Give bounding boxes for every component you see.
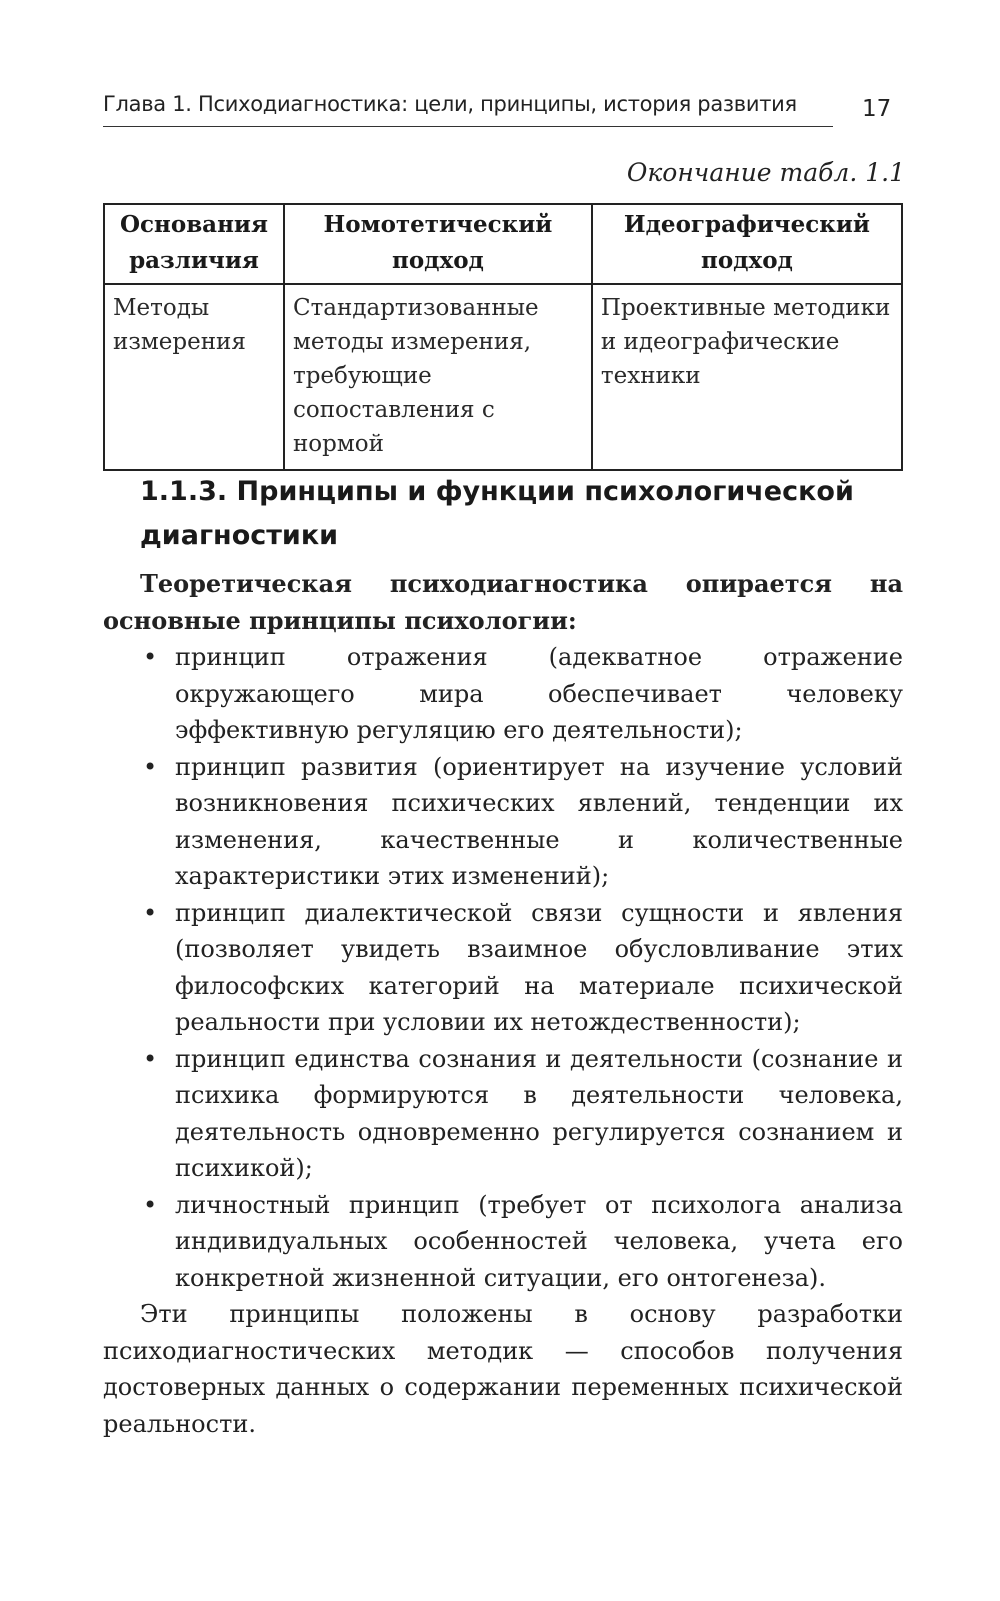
header-divider <box>103 126 833 127</box>
bullet-icon: • <box>143 898 158 927</box>
list-item <box>103 1041 903 1187</box>
bullet-icon: • <box>143 752 158 781</box>
list-item-text: принцип развития (ориентирует на изучение условий возникновения психических явлений, тенденции их изменения, качественные и количественные характеристики этих изменений); <box>175 752 903 890</box>
page-number: 17 <box>862 96 892 122</box>
closing-paragraph: Эти принципы положены в основу разработки психодиагностических методик — способов получения достоверных данных о содержании переменных психической реальности. <box>103 1300 903 1438</box>
table-cell-basis: Методы измерения <box>104 284 284 470</box>
intro-paragraph: Теоретическая психодиагностика опирается на основные принципы психологии: <box>103 569 903 635</box>
section-heading: 1.1.3. Принципы и функции психологической диагностики <box>140 476 854 551</box>
list-item-text: личностный принцип (требует от психолога анализа индивидуальных особенностей человека, учета его конкретной жизненной ситуации, его онтогенеза). <box>175 1190 903 1292</box>
running-header: Глава 1. Психодиагностика: цели, принципы, история развития <box>103 92 797 116</box>
list-item-text: принцип единства сознания и деятельности (сознание и психика формируются в деятельности человека, деятельность одновременно регулируется сознанием и психикой); <box>175 1044 903 1182</box>
list-item <box>103 749 903 895</box>
section-body <box>103 566 903 1442</box>
table-row <box>104 284 902 470</box>
table-header-row <box>104 204 902 284</box>
list-item <box>103 895 903 1041</box>
comparison-table <box>103 203 903 471</box>
table-header-nomothetic: Номотетический подход <box>284 204 592 284</box>
list-item <box>103 639 903 749</box>
table-cell-nomothetic: Стандартизованные методы измерения, требующие сопоставления с нормой <box>284 284 592 470</box>
table-caption: Окончание табл. 1.1 <box>626 158 905 187</box>
table-cell-idiographic: Проективные методики и идеографические техники <box>592 284 902 470</box>
bullet-icon: • <box>143 1190 158 1219</box>
bullet-icon: • <box>143 1044 158 1073</box>
bullet-icon: • <box>143 643 158 671</box>
list-item-text: принцип диалектической связи сущности и явления (позволяет увидеть взаимное обусловливание этих философских категорий на материале психической реальности при условии их нетождественности); <box>175 898 903 1036</box>
list-item-text: принцип отражения (адекватное отражение окружающего мира обеспечивает человеку эффективную регуляцию его деятельности); <box>175 643 903 744</box>
principles-list <box>103 639 903 1296</box>
list-item <box>103 1187 903 1297</box>
table-header-idiographic: Идеографический подход <box>592 204 902 284</box>
table-header-basis: Основания различия <box>104 204 284 284</box>
